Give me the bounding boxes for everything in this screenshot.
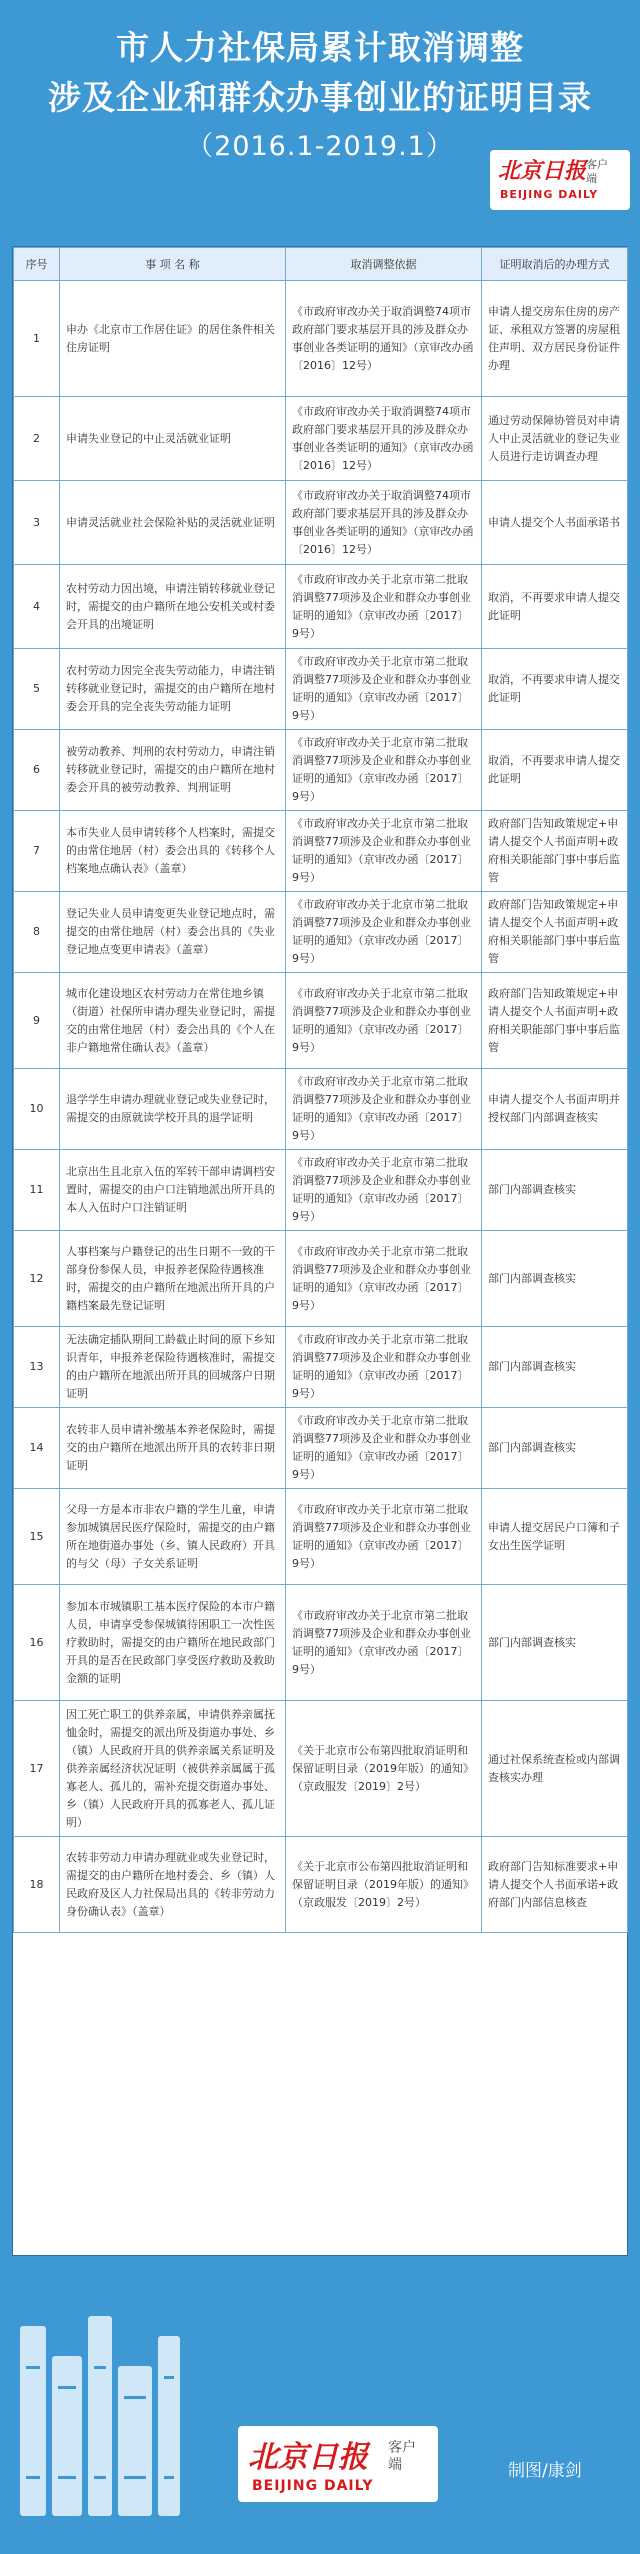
item-name-cell: 申请失业登记的中止灵活就业证明	[60, 397, 286, 481]
table-row	[14, 892, 628, 973]
row-number: 2	[14, 397, 60, 481]
basis-cell: 《关于北京市公布第四批取消证明和保留证明目录（2019年版）的通知》（京政服发〔2019〕2号）	[286, 1837, 482, 1933]
basis-cell: 《市政府审改办关于北京市第二批取消调整77项涉及企业和群众办事创业证明的通知》（京审改办函〔2017〕9号）	[286, 1069, 482, 1150]
table-row	[14, 811, 628, 892]
brand-name-en: BEIJING DAILY	[500, 188, 599, 201]
table-row	[14, 730, 628, 811]
row-number: 10	[14, 1069, 60, 1150]
basis-cell: 《市政府审改办关于北京市第二批取消调整77项涉及企业和群众办事创业证明的通知》（京审改办函〔2017〕9号）	[286, 1231, 482, 1327]
col-header-basis: 取消调整依据	[286, 248, 482, 281]
page-title-line1: 市人力社保局累计取消调整	[116, 28, 524, 67]
basis-cell: 《市政府审改办关于北京市第二批取消调整77项涉及企业和群众办事创业证明的通知》（京审改办函〔2017〕9号）	[286, 1150, 482, 1231]
row-number: 9	[14, 973, 60, 1069]
book-illustration	[52, 2356, 82, 2516]
book-illustration	[158, 2336, 180, 2516]
table-row	[14, 281, 628, 397]
row-number: 6	[14, 730, 60, 811]
method-cell: 部门内部调查核实	[482, 1408, 628, 1489]
item-name-cell: 登记失业人员申请变更失业登记地点时，需提交的由常住地居（村）委会出具的《失业登记地点变更申请表》（盖章）	[60, 892, 286, 973]
row-number: 18	[14, 1837, 60, 1933]
table-row	[14, 973, 628, 1069]
basis-cell: 《市政府审改办关于北京市第二批取消调整77项涉及企业和群众办事创业证明的通知》（京审改办函〔2017〕9号）	[286, 730, 482, 811]
item-name-cell: 人事档案与户籍登记的出生日期不一致的干部身份参保人员，申报养老保险待遇核准时，需提交的由户籍所在地派出所开具的户籍档案最先登记证明	[60, 1231, 286, 1327]
method-cell: 申请人提交个人书面承诺书	[482, 481, 628, 565]
row-number: 16	[14, 1585, 60, 1701]
table-row	[14, 1837, 628, 1933]
row-number: 8	[14, 892, 60, 973]
brand-name-cn: 北京日报	[498, 158, 587, 184]
method-cell: 政府部门告知政策规定+申请人提交个人书面声明+政府相关职能部门事中事后监管	[482, 811, 628, 892]
table-row	[14, 1069, 628, 1150]
book-illustration	[118, 2366, 152, 2516]
table-row	[14, 1150, 628, 1231]
basis-cell: 《市政府审改办关于北京市第二批取消调整77项涉及企业和群众办事创业证明的通知》（京审改办函〔2017〕9号）	[286, 1489, 482, 1585]
basis-cell: 《市政府审改办关于北京市第二批取消调整77项涉及企业和群众办事创业证明的通知》（京审改办函〔2017〕9号）	[286, 1327, 482, 1408]
table-body	[14, 281, 628, 1933]
method-cell: 申请人提交个人书面声明并授权部门内部调查核实	[482, 1069, 628, 1150]
item-name-cell: 城市化建设地区农村劳动力在常住地乡镇（街道）社保所申请办理失业登记时，需提交的由常住地居（村）委会出具的《个人在非户籍地常住确认表》（盖章）	[60, 973, 286, 1069]
method-cell: 取消，不再要求申请人提交此证明	[482, 565, 628, 649]
book-illustration	[88, 2316, 112, 2516]
item-name-cell: 参加本市城镇职工基本医疗保险的本市户籍人员，申请享受参保城镇待困职工一次性医疗救助时，需提交的由户籍所在地民政部门开具的是否在民政部门享受医疗救助及救助金额的证明	[60, 1585, 286, 1701]
method-cell: 政府部门告知政策规定+申请人提交个人书面声明+政府相关职能部门事中事后监管	[482, 973, 628, 1069]
method-cell: 政府部门告知政策规定+申请人提交个人书面声明+政府相关职能部门事中事后监管	[482, 892, 628, 973]
table-row	[14, 1489, 628, 1585]
certificate-table-grid	[13, 247, 628, 1933]
method-cell: 部门内部调查核实	[482, 1150, 628, 1231]
brand-logo-top	[490, 150, 630, 210]
row-number: 3	[14, 481, 60, 565]
certificate-table	[12, 246, 628, 2256]
table-row	[14, 1701, 628, 1837]
table-row	[14, 1231, 628, 1327]
item-name-cell: 被劳动教养、判刑的农村劳动力，申请注销转移就业登记时，需提交的由户籍所在地村委会开具的被劳动教养、判刑证明	[60, 730, 286, 811]
method-cell: 申请人提交居民户口簿和子女出生医学证明	[482, 1489, 628, 1585]
method-cell: 部门内部调查核实	[482, 1231, 628, 1327]
method-cell: 部门内部调查核实	[482, 1327, 628, 1408]
item-name-cell: 农村劳动力因完全丧失劳动能力，申请注销转移就业登记时，需提交的由户籍所在地村委会开具的完全丧失劳动能力证明	[60, 649, 286, 730]
header	[0, 0, 640, 246]
item-name-cell: 无法确定插队期间工龄截止时间的原下乡知识青年，申报养老保险待遇核准时，需提交的由户籍所在地派出所开具的回城落户日期证明	[60, 1327, 286, 1408]
row-number: 5	[14, 649, 60, 730]
method-cell: 部门内部调查核实	[482, 1585, 628, 1701]
basis-cell: 《市政府审改办关于北京市第二批取消调整77项涉及企业和群众办事创业证明的通知》（京审改办函〔2017〕9号）	[286, 565, 482, 649]
basis-cell: 《市政府审改办关于取消调整74项市政府部门要求基层开具的涉及群众办事创业各类证明的通知》（京审改办函〔2016〕12号）	[286, 281, 482, 397]
item-name-cell: 北京出生且北京入伍的军转干部申请调档安置时，需提交的由户口注销地派出所开具的本人入伍时户口注销证明	[60, 1150, 286, 1231]
basis-cell: 《市政府审改办关于取消调整74项市政府部门要求基层开具的涉及群众办事创业各类证明的通知》（京审改办函〔2016〕12号）	[286, 397, 482, 481]
row-number: 14	[14, 1408, 60, 1489]
footer	[0, 2256, 640, 2554]
basis-cell: 《市政府审改办关于北京市第二批取消调整77项涉及企业和群众办事创业证明的通知》（京审改办函〔2017〕9号）	[286, 892, 482, 973]
table-row	[14, 565, 628, 649]
method-cell: 申请人提交房东住房的房产证、承租双方签署的房屋租住声明、双方居民身份证件办理	[482, 281, 628, 397]
method-cell: 取消，不再要求申请人提交此证明	[482, 730, 628, 811]
item-name-cell: 申办《北京市工作居住证》的居住条件相关住房证明	[60, 281, 286, 397]
basis-cell: 《关于北京市公布第四批取消证明和保留证明目录（2019年版）的通知》（京政服发〔2019〕2号）	[286, 1701, 482, 1837]
brand-sub: 客户端	[388, 2440, 416, 2473]
item-name-cell: 农转非劳动力申请办理就业或失业登记时，需提交的由户籍所在地村委会、乡（镇）人民政府及区人力社保局出具的《转非劳动力身份确认表》（盖章）	[60, 1837, 286, 1933]
table-row	[14, 1585, 628, 1701]
design-credit: 制图/康剑	[508, 2461, 582, 2481]
item-name-cell: 退学学生申请办理就业登记或失业登记时，需提交的由原就读学校开具的退学证明	[60, 1069, 286, 1150]
item-name-cell: 农转非人员申请补缴基本养老保险时，需提交的由户籍所在地派出所开具的农转非日期证明	[60, 1408, 286, 1489]
row-number: 4	[14, 565, 60, 649]
basis-cell: 《市政府审改办关于北京市第二批取消调整77项涉及企业和群众办事创业证明的通知》（京审改办函〔2017〕9号）	[286, 1408, 482, 1489]
method-cell: 通过劳动保障协管员对申请人中止灵活就业的登记失业人员进行走访调查办理	[482, 397, 628, 481]
table-row	[14, 1408, 628, 1489]
row-number: 12	[14, 1231, 60, 1327]
table-header-row	[14, 248, 628, 281]
row-number: 7	[14, 811, 60, 892]
date-range: （2016.1-2019.1）	[186, 131, 454, 162]
row-number: 11	[14, 1150, 60, 1231]
table-row	[14, 481, 628, 565]
col-header-method: 证明取消后的办理方式	[482, 248, 628, 281]
item-name-cell: 父母一方是本市非农户籍的学生儿童，申请参加城镇居民医疗保险时，需提交的由户籍所在地街道办事处（乡、镇人民政府）开具的与父（母）子女关系证明	[60, 1489, 286, 1585]
book-illustration	[20, 2326, 46, 2516]
col-header-no: 序号	[14, 248, 60, 281]
brand-name-cn: 北京日报	[248, 2440, 368, 2475]
basis-cell: 《市政府审改办关于北京市第二批取消调整77项涉及企业和群众办事创业证明的通知》（京审改办函〔2017〕9号）	[286, 811, 482, 892]
item-name-cell: 农村劳动力因出境，申请注销转移就业登记时，需提交的由户籍所在地公安机关或村委会开具的出境证明	[60, 565, 286, 649]
basis-cell: 《市政府审改办关于北京市第二批取消调整77项涉及企业和群众办事创业证明的通知》（京审改办函〔2017〕9号）	[286, 973, 482, 1069]
row-number: 13	[14, 1327, 60, 1408]
col-header-item: 事 项 名 称	[60, 248, 286, 281]
row-number: 1	[14, 281, 60, 397]
page-title-line2: 涉及企业和群众办事创业的证明目录	[48, 78, 592, 117]
row-number: 15	[14, 1489, 60, 1585]
row-number: 17	[14, 1701, 60, 1837]
item-name-cell: 申请灵活就业社会保险补贴的灵活就业证明	[60, 481, 286, 565]
method-cell: 取消，不再要求申请人提交此证明	[482, 649, 628, 730]
basis-cell: 《市政府审改办关于北京市第二批取消调整77项涉及企业和群众办事创业证明的通知》（京审改办函〔2017〕9号）	[286, 649, 482, 730]
table-row	[14, 1327, 628, 1408]
item-name-cell: 因工死亡职工的供养亲属，申请供养亲属抚恤金时，需提交的派出所及街道办事处、乡（镇）人民政府开具的供养亲属关系证明及供养亲属经济状况证明（被供养亲属属于孤寡老人、孤儿的，需补充提交街道办事处、乡（镇）人民政府开具的孤寡老人、孤儿证明）	[60, 1701, 286, 1837]
table-row	[14, 397, 628, 481]
method-cell: 政府部门告知标准要求+申请人提交个人书面承诺+政府部门内部信息核查	[482, 1837, 628, 1933]
brand-sub: 客户端	[586, 158, 608, 185]
brand-logo-bottom	[238, 2426, 438, 2502]
brand-name-en: BEIJING DAILY	[252, 2478, 374, 2494]
basis-cell: 《市政府审改办关于北京市第二批取消调整77项涉及企业和群众办事创业证明的通知》（京审改办函〔2017〕9号）	[286, 1585, 482, 1701]
item-name-cell: 本市失业人员申请转移个人档案时，需提交的由常住地居（村）委会出具的《转移个人档案地点确认表》（盖章）	[60, 811, 286, 892]
table-row	[14, 649, 628, 730]
basis-cell: 《市政府审改办关于取消调整74项市政府部门要求基层开具的涉及群众办事创业各类证明的通知》（京审改办函〔2016〕12号）	[286, 481, 482, 565]
method-cell: 通过社保系统查检或内部调查核实办理	[482, 1701, 628, 1837]
